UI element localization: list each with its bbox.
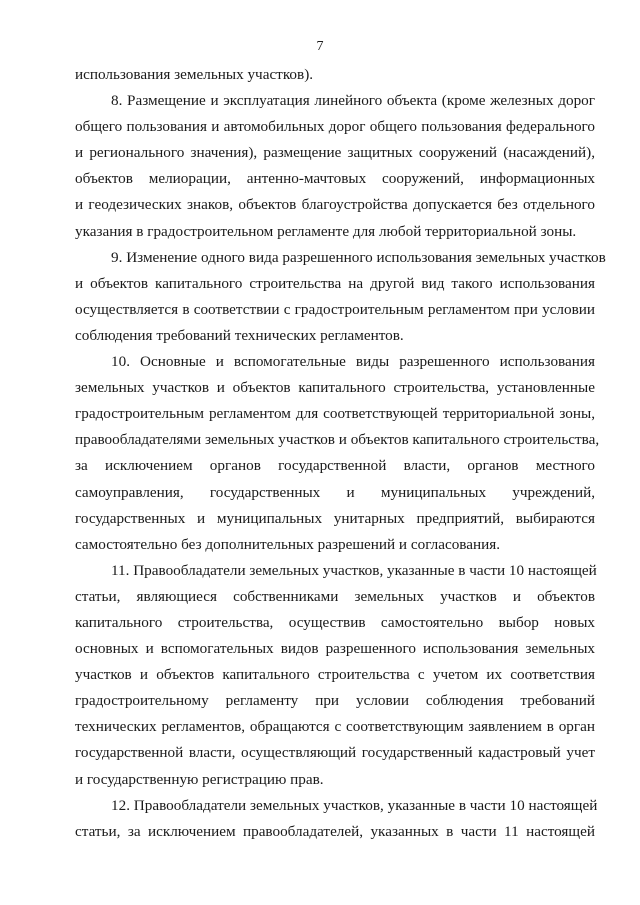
paragraph-item-10 (75, 349, 600, 558)
text-line: градостроительному регламенту при условии соблюдения требований (75, 692, 595, 710)
text-line: и регионального значения), размещение защитных сооружений (насаждений), (75, 144, 595, 162)
text-line: 11. Правообладатели земельных участков, указанные в части 10 настоящей (111, 561, 597, 579)
text-line: общего пользования и автомобильных дорог общего пользования федерального (75, 118, 595, 136)
text-line: и объектов капитального строительства на другой вид такого использования (75, 274, 595, 292)
text-line: 9. Изменение одного вида разрешенного использования земельных участков (111, 248, 606, 266)
text-line: самостоятельно без дополнительных разрешений и согласования. (75, 535, 501, 553)
paragraph-item-8 (75, 88, 595, 245)
text-line: объектов мелиорации, антенно-мачтовых сооружений, информационных (75, 170, 595, 188)
paragraph-intro (75, 62, 595, 88)
text-line: 8. Размещение и эксплуатация линейного объекта (кроме железных дорог (111, 92, 595, 110)
text-line: указания в градостроительном регламенте для любой территориальной зоны. (75, 222, 577, 240)
page-number: 7 (316, 39, 324, 54)
text-line: самоуправления, государственных и муниципальных учреждений, (75, 483, 595, 501)
text-line: осуществляется в соответствии с градостроительным регламентом при условии (75, 300, 595, 318)
text-line: и геодезических знаков, объектов благоустройства допускается без отдельного (75, 196, 595, 214)
text-line: государственной власти, осуществляющий государственный кадастровый учет (75, 744, 595, 762)
text-line: 10. Основные и вспомогательные виды разрешенного использования (111, 353, 595, 371)
text-line: использования земельных участков). (75, 66, 314, 83)
paragraph-item-9 (75, 245, 606, 349)
paragraph-item-11 (75, 558, 595, 793)
paragraph-item-12 (75, 793, 598, 845)
text-line: участков и объектов капитального строительства с учетом их соответствия (75, 666, 595, 684)
text-line: статьи, за исключением правообладателей, указанных в части 11 настоящей (75, 822, 595, 840)
text-line: капитального строительства, осуществив самостоятельно выбор новых (75, 613, 595, 631)
text-line: земельных участков и объектов капитального строительства, установленные (75, 379, 595, 397)
text-line: основных и вспомогательных видов разрешенного использования земельных (75, 640, 595, 658)
text-line: за исключением органов государственной власти, органов местного (75, 457, 595, 475)
text-line: статьи, являющиеся собственниками земельных участков и объектов (75, 587, 595, 605)
document-body (75, 62, 606, 845)
text-line: соблюдения требований технических регламентов. (75, 326, 404, 344)
text-line: технических регламентов, обращаются с соответствующим заявлением в орган (75, 718, 595, 736)
text-line: государственных и муниципальных унитарных предприятий, выбираются (75, 509, 595, 527)
text-line: градостроительным регламентом для соответствующей территориальной зоны, (75, 405, 595, 423)
text-line: правообладателями земельных участков и объектов капитального строительства, (75, 431, 600, 449)
text-line: и государственную регистрацию прав. (75, 770, 324, 788)
text-line: 12. Правообладатели земельных участков, указанные в части 10 настоящей (111, 796, 598, 814)
